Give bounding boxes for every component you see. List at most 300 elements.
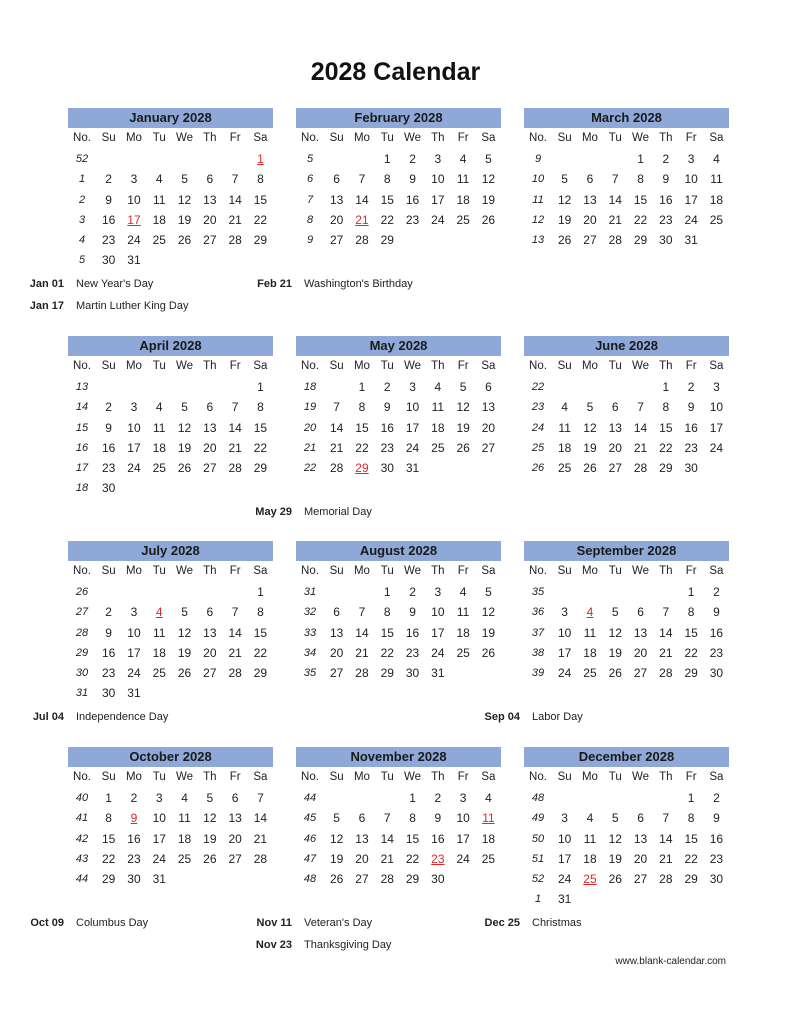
day-cell: 28	[659, 872, 673, 887]
day-cell: 25	[456, 212, 470, 227]
day-cell: 4	[155, 172, 163, 187]
day-cell: 22	[101, 851, 116, 866]
day-cell: 27	[608, 461, 622, 476]
empty-cell	[121, 377, 146, 397]
day-cell: 21	[608, 212, 622, 227]
day-cell: 11	[456, 172, 470, 187]
day-cell: 21	[228, 212, 242, 227]
week-number: 5	[78, 254, 86, 267]
weekday-header: No.	[301, 132, 319, 144]
day-cell: 21	[380, 851, 394, 866]
week-number: 1	[78, 173, 86, 186]
day-cell: 7	[637, 400, 644, 415]
day-cell: 28	[608, 233, 622, 248]
day-cell: 24	[456, 851, 470, 866]
day-cell: 20	[329, 212, 344, 227]
day-cell: 25	[583, 666, 597, 681]
weekday-header: Tu	[152, 132, 166, 144]
weekday-header: Th	[203, 360, 217, 372]
weekday-header: No.	[73, 771, 91, 783]
day-cell: 10	[557, 831, 572, 846]
empty-cell	[172, 478, 197, 498]
week-number: 33	[303, 626, 317, 639]
weekday-header: Fr	[229, 360, 241, 372]
weekday-header: Sa	[709, 132, 724, 144]
weekday-header: Fr	[457, 132, 469, 144]
day-cell: 29	[253, 461, 268, 476]
day-cell: 4	[434, 380, 442, 394]
weekday-header: Su	[101, 360, 116, 372]
day-cell: 31	[557, 892, 572, 907]
empty-cell	[603, 788, 628, 808]
week-number: 18	[303, 381, 317, 393]
empty-cell	[147, 582, 172, 602]
day-cell: 9	[130, 811, 138, 826]
holiday-name: Labor Day	[532, 711, 583, 723]
week-number: 27	[75, 606, 89, 619]
day-cell: 3	[434, 585, 442, 599]
day-cell: 22	[684, 851, 698, 866]
day-cell: 14	[659, 625, 673, 640]
day-cell: 18	[456, 192, 470, 207]
day-cell: 18	[709, 192, 724, 207]
week-number: 2	[78, 193, 86, 206]
weekday-header: No.	[529, 565, 547, 577]
weekday-header: Su	[329, 565, 344, 577]
weekday-header: Th	[431, 771, 445, 783]
empty-cell	[197, 478, 222, 498]
month-grid	[68, 561, 273, 704]
day-cell: 27	[633, 666, 648, 681]
weekday-header: We	[404, 565, 422, 577]
empty-cell	[172, 683, 197, 703]
day-cell: 29	[684, 666, 698, 681]
day-cell: 29	[253, 233, 268, 248]
day-cell: 12	[608, 625, 622, 640]
week-number: 26	[531, 462, 545, 475]
day-cell: 9	[383, 400, 391, 415]
empty-cell	[603, 149, 628, 169]
day-cell: 31	[127, 253, 141, 268]
day-cell: 27	[329, 233, 344, 248]
weekday-header: Mo	[125, 771, 142, 783]
weekday-header: Sa	[253, 360, 268, 372]
month-title: April 2028	[68, 336, 273, 356]
day-cell: 26	[481, 212, 496, 227]
day-cell: 4	[713, 152, 720, 166]
day-cell: 23	[101, 461, 116, 476]
week-number: 19	[303, 401, 317, 414]
week-number: 31	[303, 586, 317, 598]
day-cell: 11	[482, 811, 495, 826]
day-cell: 18	[152, 440, 166, 455]
day-cell: 7	[231, 400, 239, 415]
day-cell: 10	[431, 605, 445, 620]
day-cell: 29	[684, 872, 698, 887]
day-cell: 29	[405, 872, 420, 887]
weekday-header: No.	[301, 565, 319, 577]
day-cell: 18	[456, 625, 470, 640]
week-number: 35	[531, 586, 545, 598]
empty-cell	[197, 377, 222, 397]
holiday-date: May 29	[255, 506, 292, 518]
day-cell: 13	[329, 192, 344, 207]
weekday-header: Fr	[229, 771, 241, 783]
month-may	[296, 336, 501, 478]
day-cell: 26	[177, 666, 192, 681]
empty-cell	[450, 230, 475, 250]
day-cell: 15	[633, 192, 648, 207]
day-cell: 2	[713, 585, 720, 599]
day-cell: 8	[383, 172, 391, 187]
day-cell: 1	[687, 585, 695, 599]
day-cell: 26	[177, 461, 192, 476]
day-cell: 28	[228, 666, 242, 681]
weekday-header: Mo	[125, 360, 142, 372]
weekday-header: Tu	[380, 771, 394, 783]
week-number: 38	[531, 646, 545, 659]
empty-cell	[552, 377, 577, 397]
day-cell: 7	[358, 605, 366, 620]
day-cell: 12	[177, 420, 192, 435]
day-cell: 22	[253, 645, 268, 660]
week-number: 32	[303, 606, 317, 619]
week-number: 24	[531, 421, 545, 434]
day-cell: 8	[662, 400, 670, 415]
day-cell: 18	[557, 440, 572, 455]
day-cell: 1	[257, 585, 264, 599]
day-cell: 24	[127, 666, 141, 681]
day-cell: 4	[586, 811, 594, 826]
day-cell: 9	[105, 420, 112, 435]
week-number: 22	[531, 381, 545, 393]
month-grid	[524, 767, 729, 910]
day-cell: 1	[257, 152, 264, 166]
holiday-entry	[242, 912, 372, 934]
day-cell: 30	[127, 872, 141, 887]
day-cell: 5	[611, 811, 619, 826]
day-cell: 27	[203, 666, 217, 681]
empty-cell	[248, 683, 273, 703]
day-cell: 7	[358, 172, 366, 187]
day-cell: 18	[177, 831, 192, 846]
month-grid	[68, 128, 273, 271]
day-cell: 27	[228, 851, 242, 866]
weekday-header: Th	[659, 132, 673, 144]
day-cell: 17	[152, 831, 166, 846]
day-cell: 5	[561, 172, 568, 187]
day-cell: 29	[659, 461, 673, 476]
day-cell: 8	[687, 811, 695, 826]
day-cell: 31	[127, 686, 141, 701]
month-title: January 2028	[68, 108, 273, 128]
holiday-entry	[14, 706, 168, 728]
day-cell: 3	[687, 152, 695, 166]
day-cell: 11	[153, 625, 166, 640]
day-cell: 6	[333, 172, 340, 187]
weekday-header: No.	[73, 132, 91, 144]
day-cell: 27	[329, 666, 344, 681]
day-cell: 30	[659, 233, 673, 248]
day-cell: 19	[481, 625, 496, 640]
month-april	[68, 336, 273, 499]
day-cell: 23	[684, 440, 698, 455]
day-cell: 15	[380, 625, 394, 640]
weekday-header: Sa	[253, 565, 268, 577]
day-cell: 8	[637, 172, 644, 187]
day-cell: 19	[177, 212, 192, 227]
week-number: 8	[306, 213, 314, 226]
month-grid	[524, 356, 729, 478]
day-cell: 21	[355, 645, 369, 660]
empty-cell	[603, 889, 628, 909]
day-cell: 16	[380, 420, 394, 435]
day-cell: 3	[130, 172, 138, 187]
day-cell: 10	[709, 400, 724, 415]
day-cell: 16	[101, 645, 116, 660]
day-cell: 13	[633, 625, 648, 640]
day-cell: 29	[380, 233, 394, 248]
day-cell: 13	[633, 831, 648, 846]
day-cell: 22	[633, 212, 648, 227]
day-cell: 22	[380, 212, 394, 227]
empty-cell	[450, 458, 475, 478]
day-cell: 20	[481, 420, 496, 435]
week-number: 7	[306, 193, 314, 206]
day-cell: 12	[608, 831, 622, 846]
day-cell: 21	[355, 212, 369, 227]
day-cell: 16	[405, 192, 420, 207]
holiday-date: Nov 11	[256, 917, 292, 929]
week-number: 52	[531, 873, 545, 886]
weekday-header: Mo	[353, 565, 370, 577]
empty-cell	[172, 250, 197, 270]
empty-cell	[147, 149, 172, 169]
day-cell: 19	[203, 831, 217, 846]
week-number: 46	[303, 832, 317, 845]
month-grid	[296, 767, 501, 889]
empty-cell	[222, 478, 247, 498]
day-cell: 22	[659, 440, 673, 455]
day-cell: 19	[608, 645, 622, 660]
weekday-header: No.	[529, 771, 547, 783]
week-number: 36	[531, 606, 545, 619]
empty-cell	[628, 377, 653, 397]
empty-cell	[577, 377, 602, 397]
empty-cell	[450, 663, 475, 683]
day-cell: 20	[329, 645, 344, 660]
holiday-date: Jan 01	[29, 278, 64, 290]
empty-cell	[577, 788, 602, 808]
day-cell: 23	[101, 666, 116, 681]
weekday-header: We	[632, 565, 650, 577]
day-cell: 12	[583, 420, 597, 435]
holiday-entry	[14, 912, 148, 934]
day-cell: 12	[557, 192, 572, 207]
weekday-header: Su	[101, 565, 116, 577]
holiday-name: Martin Luther King Day	[76, 300, 189, 312]
empty-cell	[96, 377, 121, 397]
weekday-header: Su	[557, 565, 572, 577]
day-cell: 15	[659, 420, 673, 435]
empty-cell	[425, 230, 450, 250]
day-cell: 13	[608, 420, 622, 435]
empty-cell	[603, 582, 628, 602]
weekday-header: Fr	[685, 771, 697, 783]
day-cell: 21	[228, 645, 242, 660]
day-cell: 11	[456, 605, 470, 620]
weekday-header: No.	[529, 360, 547, 372]
day-cell: 1	[383, 585, 391, 599]
day-cell: 19	[608, 851, 622, 866]
day-cell: 19	[456, 420, 470, 435]
day-cell: 13	[583, 192, 597, 207]
day-cell: 18	[583, 851, 597, 866]
empty-cell	[628, 582, 653, 602]
empty-cell	[324, 377, 349, 397]
holiday-name: New Year's Day	[76, 278, 154, 290]
empty-cell	[375, 788, 400, 808]
week-number: 14	[75, 401, 89, 414]
weekday-header: Fr	[685, 565, 697, 577]
day-cell: 9	[409, 172, 416, 187]
day-cell: 26	[557, 233, 572, 248]
empty-cell	[96, 582, 121, 602]
weekday-header: Fr	[229, 132, 241, 144]
day-cell: 27	[355, 872, 369, 887]
day-cell: 16	[101, 440, 116, 455]
day-cell: 17	[456, 831, 470, 846]
day-cell: 18	[152, 645, 166, 660]
weekday-header: Mo	[353, 132, 370, 144]
day-cell: 26	[481, 645, 496, 660]
day-cell: 6	[333, 605, 340, 620]
empty-cell	[222, 377, 247, 397]
weekday-header: Tu	[380, 565, 394, 577]
day-cell: 9	[687, 400, 695, 415]
day-cell: 3	[130, 400, 138, 415]
day-cell: 23	[709, 851, 724, 866]
day-cell: 16	[659, 192, 673, 207]
page-title: 2028 Calendar	[310, 58, 481, 86]
holiday-entry	[242, 934, 391, 956]
day-cell: 6	[206, 400, 214, 415]
day-cell: 29	[355, 461, 369, 476]
holiday-name: Thanksgiving Day	[304, 939, 392, 951]
day-cell: 28	[329, 461, 344, 476]
day-cell: 7	[257, 791, 264, 805]
week-number: 30	[75, 667, 89, 680]
day-cell: 19	[481, 192, 496, 207]
day-cell: 11	[583, 625, 597, 640]
day-cell: 6	[637, 605, 644, 620]
day-cell: 4	[181, 791, 188, 805]
day-cell: 20	[203, 212, 217, 227]
day-cell: 5	[459, 380, 467, 394]
empty-cell	[147, 377, 172, 397]
day-cell: 11	[153, 192, 166, 207]
day-cell: 8	[257, 172, 264, 187]
weekday-header: Mo	[581, 360, 598, 372]
footer-url[interactable]: www.blank-calendar.com	[615, 956, 726, 967]
day-cell: 7	[611, 172, 619, 187]
weekday-header: Tu	[380, 132, 394, 144]
day-cell: 9	[662, 172, 670, 187]
day-cell: 20	[633, 851, 648, 866]
day-cell: 30	[101, 686, 116, 701]
weekday-header: Su	[557, 360, 572, 372]
empty-cell	[577, 582, 602, 602]
day-cell: 17	[127, 212, 141, 227]
day-cell: 22	[253, 440, 268, 455]
empty-cell	[349, 582, 374, 602]
week-number: 9	[534, 153, 542, 165]
weekday-header: No.	[73, 565, 91, 577]
day-cell: 26	[203, 851, 217, 866]
day-cell: 17	[405, 420, 420, 435]
weekday-header: Su	[329, 132, 344, 144]
weekday-header: Sa	[709, 771, 724, 783]
holiday-entry	[14, 273, 153, 295]
day-cell: 2	[105, 400, 112, 415]
day-cell: 24	[127, 461, 141, 476]
week-number: 45	[303, 812, 317, 825]
empty-cell	[425, 458, 450, 478]
weekday-header: Tu	[608, 132, 622, 144]
week-number: 35	[303, 667, 317, 680]
weekday-header: Th	[431, 132, 445, 144]
day-cell: 18	[431, 420, 445, 435]
day-cell: 15	[253, 420, 268, 435]
day-cell: 12	[177, 625, 192, 640]
week-number: 43	[75, 852, 89, 865]
day-cell: 27	[203, 233, 217, 248]
week-number: 29	[75, 646, 89, 659]
day-cell: 23	[380, 440, 394, 455]
month-title: November 2028	[296, 747, 501, 767]
day-cell: 23	[405, 645, 420, 660]
day-cell: 10	[127, 192, 141, 207]
day-cell: 5	[611, 605, 619, 620]
weekday-header: Sa	[481, 771, 496, 783]
week-number: 25	[531, 441, 545, 454]
day-cell: 19	[583, 440, 597, 455]
empty-cell	[248, 869, 273, 889]
day-cell: 17	[431, 625, 445, 640]
month-grid	[524, 561, 729, 683]
day-cell: 5	[181, 172, 188, 187]
week-number: 9	[306, 234, 314, 247]
empty-cell	[248, 478, 273, 498]
day-cell: 29	[380, 666, 394, 681]
weekday-header: Fr	[457, 360, 469, 372]
month-grid	[68, 356, 273, 499]
month-grid	[296, 561, 501, 683]
day-cell: 25	[583, 872, 597, 887]
day-cell: 5	[485, 585, 492, 599]
week-number: 51	[531, 852, 545, 865]
week-number: 15	[75, 421, 89, 434]
week-number: 13	[75, 381, 89, 393]
day-cell: 1	[257, 380, 264, 394]
day-cell: 1	[105, 791, 112, 805]
weekday-header: Sa	[481, 360, 496, 372]
weekday-header: Th	[431, 565, 445, 577]
day-cell: 6	[586, 172, 594, 187]
day-cell: 25	[456, 645, 470, 660]
day-cell: 28	[228, 233, 242, 248]
day-cell: 28	[228, 461, 242, 476]
